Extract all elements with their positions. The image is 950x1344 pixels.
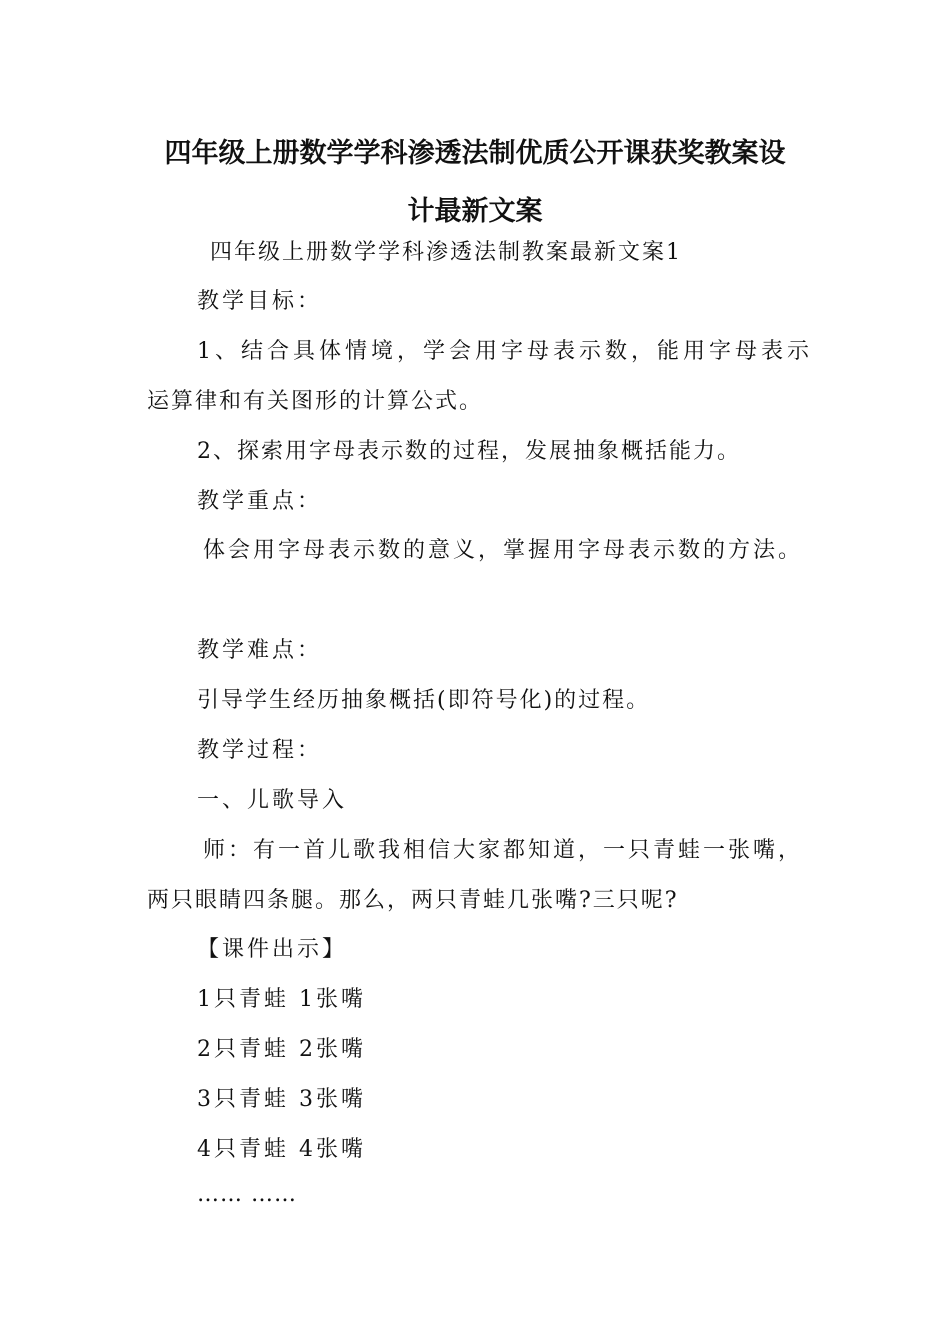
courseware-label: 【课件出示】 <box>197 937 348 962</box>
subtitle-heading: 四年级上册数学学科渗透法制教案最新文案1 <box>210 240 682 265</box>
title-line-1: 四年级上册数学学科渗透法制优质公开课获奖教案设 <box>164 138 786 169</box>
list-item: 1只青蛙 1张嘴 <box>197 987 366 1012</box>
heading-key-points: 教学重点： <box>197 489 323 514</box>
title-line-2: 计最新文案 <box>407 196 543 227</box>
paragraph-line: 1、结合具体情境，学会用字母表示数，能用字母表示 <box>197 339 813 364</box>
heading-difficulties: 教学难点： <box>197 638 323 663</box>
paragraph-line: 体会用字母表示数的意义，掌握用字母表示数的方法。 <box>203 538 804 563</box>
section-heading: 一、儿歌导入 <box>197 788 348 813</box>
paragraph-line: 2、探索用字母表示数的过程，发展抽象概括能力。 <box>197 439 741 464</box>
list-ellipsis: …… …… <box>197 1182 297 1207</box>
paragraph-line: 两只眼睛四条腿。那么，两只青蛙几张嘴?三只呢? <box>147 888 679 913</box>
paragraph-line: 引导学生经历抽象概括(即符号化)的过程。 <box>197 688 651 713</box>
list-item: 2只青蛙 2张嘴 <box>197 1037 366 1062</box>
list-item: 3只青蛙 3张嘴 <box>197 1087 366 1112</box>
paragraph-line: 师：有一首儿歌我相信大家都知道，一只青蛙一张嘴， <box>203 838 804 863</box>
heading-goals: 教学目标： <box>197 289 323 314</box>
heading-process: 教学过程： <box>197 738 323 763</box>
paragraph-line: 运算律和有关图形的计算公式。 <box>147 389 484 414</box>
list-item: 4只青蛙 4张嘴 <box>197 1137 366 1162</box>
document-title <box>100 125 850 241</box>
